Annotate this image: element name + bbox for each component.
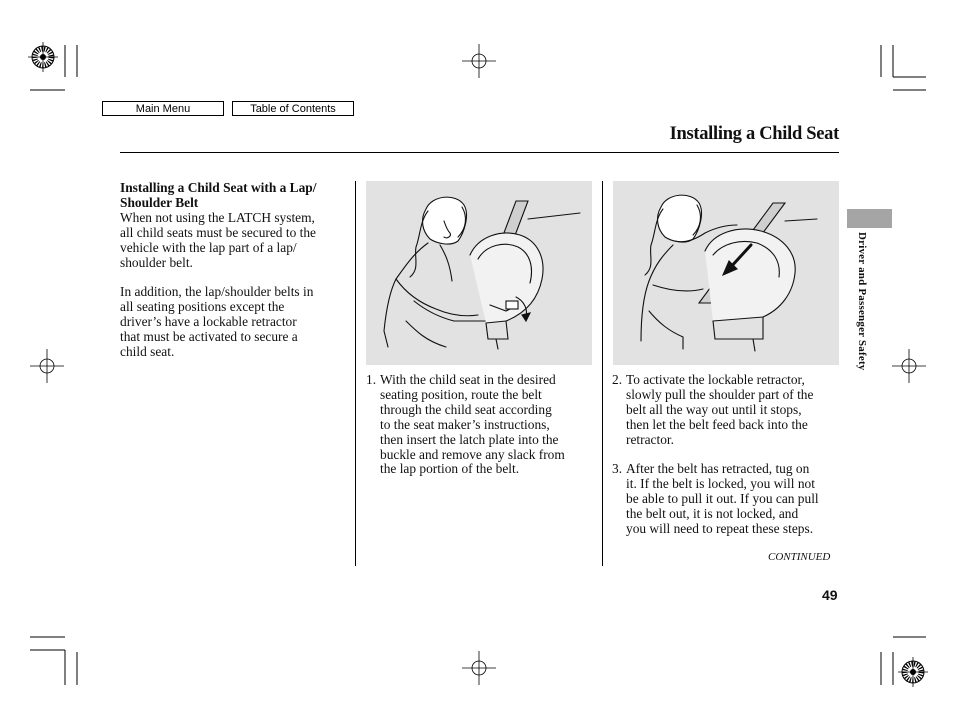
text-line: retractor. xyxy=(626,431,674,447)
text-line: buckle and remove any slack from xyxy=(380,446,565,462)
left-column xyxy=(120,181,352,360)
text-line: all child seats must be secured to the xyxy=(120,224,316,240)
text-line: shoulder belt. xyxy=(120,254,193,270)
step-text xyxy=(380,373,565,477)
header-rule xyxy=(120,152,839,153)
step-number: 2. xyxy=(612,372,623,387)
child-seat-install-drawing xyxy=(366,181,592,365)
step-text xyxy=(626,462,819,537)
text-line: seating position, route the belt xyxy=(380,386,542,402)
step-text xyxy=(626,373,813,448)
retractor-lock-drawing xyxy=(613,181,839,365)
paragraph-retractor xyxy=(120,285,352,360)
paragraph-latch xyxy=(120,211,352,271)
text-line: driver’s have a lockable retractor xyxy=(120,314,297,330)
text-line: After the belt has retracted, tug on xyxy=(626,461,810,476)
section-heading-line: Shoulder Belt xyxy=(120,194,199,210)
continued-label: CONTINUED xyxy=(768,551,831,563)
column-divider-2 xyxy=(602,181,603,566)
main-menu-button[interactable]: Main Menu xyxy=(102,101,224,116)
text-line: In addition, the lap/shoulder belts in xyxy=(120,284,314,300)
text-line: child seat. xyxy=(120,344,175,360)
text-line: it. If the belt is locked, you will not xyxy=(626,475,815,491)
section-side-label: Driver and Passenger Safety xyxy=(856,232,868,371)
page-number: 49 xyxy=(822,587,838,603)
illustration-lock-retractor xyxy=(613,181,839,365)
text-line: you will need to repeat these steps. xyxy=(626,520,814,536)
text-line: vehicle with the lap part of a lap/ xyxy=(120,239,297,255)
text-line: that must be activated to secure a xyxy=(120,329,298,345)
section-tab xyxy=(847,209,892,228)
table-of-contents-button[interactable]: Table of Contents xyxy=(232,101,354,116)
section-heading-line: Installing a Child Seat with a Lap/ xyxy=(120,180,317,195)
text-line: belt all the way out until it stops, xyxy=(626,401,802,417)
text-line: With the child seat in the desired xyxy=(380,372,556,387)
text-line: all seating positions except the xyxy=(120,299,285,315)
section-heading xyxy=(120,181,352,211)
step-number: 1. xyxy=(366,372,377,387)
text-line: to the seat maker’s instructions, xyxy=(380,416,550,432)
text-line: be able to pull it out. If you can pull xyxy=(626,490,819,506)
text-line: through the child seat according xyxy=(380,401,552,417)
text-line: then insert the latch plate into the xyxy=(380,431,559,447)
text-line: slowly pull the shoulder part of the xyxy=(626,386,814,402)
text-line: To activate the lockable retractor, xyxy=(626,372,805,387)
illustration-route-belt xyxy=(366,181,592,365)
step-number: 3. xyxy=(612,461,623,476)
text-line: When not using the LATCH system, xyxy=(120,209,315,225)
text-line: the lap portion of the belt. xyxy=(380,461,520,477)
text-line: the belt out, it is not locked, and xyxy=(626,505,799,521)
column-divider-1 xyxy=(355,181,356,566)
text-line: then let the belt feed back into the xyxy=(626,416,808,432)
page-title: Installing a Child Seat xyxy=(669,124,839,144)
